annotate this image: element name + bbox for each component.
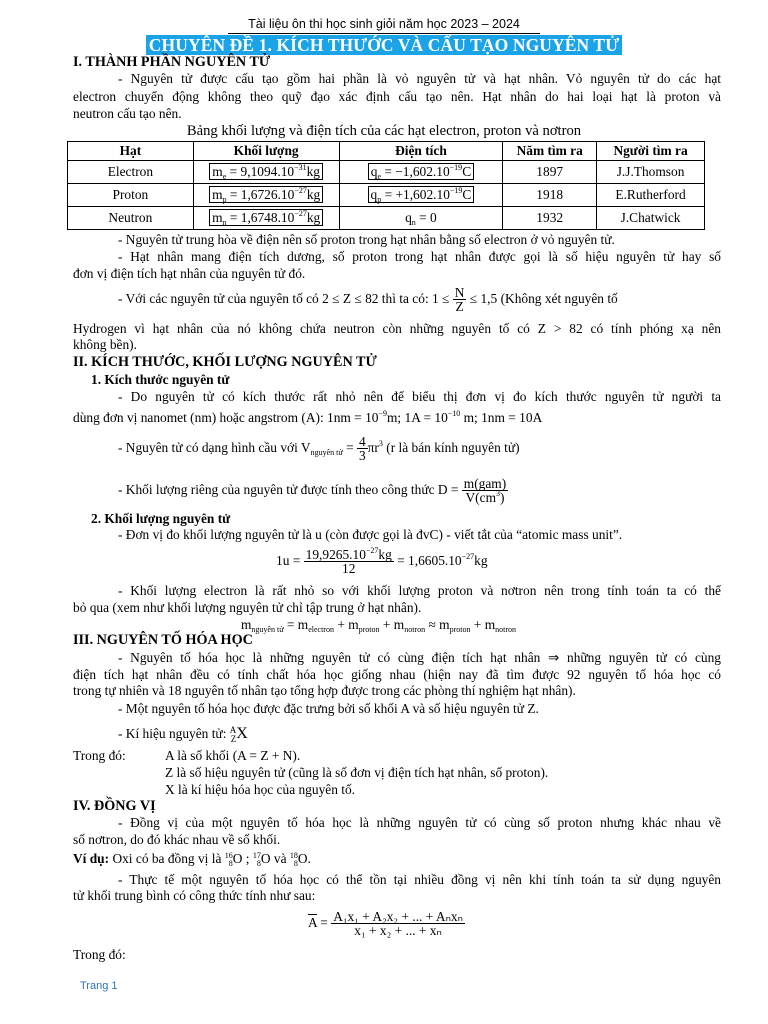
- table-header-row: [68, 142, 705, 161]
- s2-p3-density: [118, 476, 508, 504]
- mass-exponent: −31: [294, 163, 307, 172]
- s3-p1-line1: - Nguyên tố hóa học là những nguyên tử có cùng điện tích hạt nhân ⇒ những nguyên tử có cùng: [118, 650, 721, 665]
- eq-part: = m: [283, 617, 309, 632]
- charge-subscript: n: [411, 218, 416, 227]
- denominator-text: V(cm: [465, 490, 496, 506]
- mass-value: = 1,6726.10: [226, 187, 295, 202]
- s2-p1-line2: [73, 410, 542, 426]
- s2-text: - Khối lượng riêng của nguyên tử được tính theo công thức D =: [118, 482, 462, 497]
- cell-discoverer: E.Rutherford: [597, 184, 705, 207]
- s1-p1-line1-text: - Nguyên tử được cấu tạo gồm hai phần là vỏ nguyên tử và hạt nhân. Vỏ nguyên tử do các hạt: [118, 71, 721, 86]
- s3-p1-line2: điện tích hạt nhân đều có tính chất hóa học giống nhau (hiện nay đã tìm được 92 nguyên tố hóa học có: [73, 667, 721, 682]
- subscript: proton: [449, 625, 471, 634]
- cell-mass: [193, 184, 339, 207]
- subscript: notron: [495, 625, 517, 634]
- ineq-left: 1 ≤: [432, 291, 453, 306]
- mass-unit: kg: [306, 210, 321, 225]
- element-symbol: O: [297, 851, 308, 866]
- chapter-title-text: CHUYÊN ĐỀ 1. KÍCH THƯỚC VÀ CẤU TẠO NGUYÊN TỬ: [146, 35, 622, 55]
- eq-part: m: [241, 617, 252, 632]
- subscript: proton: [358, 625, 380, 634]
- section-1-heading: I. THÀNH PHẦN NGUYÊN TỬ: [73, 54, 271, 70]
- charge-subscript: p: [377, 195, 382, 204]
- s1-p3-line2: đơn vị điện tích hạt nhân của nguyên tử đó.: [73, 266, 306, 281]
- cell-charge: [339, 207, 503, 230]
- frac-denominator: 3: [358, 448, 366, 464]
- th-year: Năm tìm ra: [503, 142, 597, 161]
- section-4-heading: IV. ĐỒNG VỊ: [73, 798, 156, 814]
- chapter-title: [0, 35, 768, 56]
- cell-year: 1918: [503, 184, 597, 207]
- subscript: nguyên tử: [310, 448, 343, 457]
- isotope-az: [253, 852, 261, 868]
- frac-denominator: x₁ + x₂ + ... + xₙ: [354, 923, 442, 939]
- subscript: nguyên tử: [251, 625, 284, 634]
- mass-subscript: p: [222, 195, 227, 204]
- s4-example: [73, 849, 311, 869]
- s2-text: (r là bán kính nguyên tử): [382, 440, 520, 455]
- eq-part: + m: [333, 617, 359, 632]
- th-particle: Hạt: [68, 142, 194, 161]
- s1-p4-tail: (Không xét nguyên tố: [497, 291, 618, 306]
- charge-symbol: q: [405, 210, 412, 225]
- exponent: −9: [378, 409, 387, 418]
- s1-p2: - Nguyên tử trung hòa về điện nên số proton trong hạt nhân bằng số electron ở vỏ nguyên tử.: [118, 232, 615, 247]
- unit: kg: [378, 547, 392, 563]
- table-row: [68, 207, 705, 230]
- exponent: 3: [378, 439, 383, 448]
- n-over-z-fraction: [453, 286, 467, 313]
- cell-mass: [193, 207, 339, 230]
- header-underline: [228, 33, 540, 34]
- cell-year: 1932: [503, 207, 597, 230]
- cell-charge: [339, 161, 503, 184]
- isotope-az: [290, 852, 298, 868]
- four-thirds-fraction: [357, 435, 368, 462]
- s1-p4-line2: Hydrogen vì hạt nhân của nó không chứa neutron còn những nguyên tố có Z > 82 có tính phóng xạ nên: [73, 321, 721, 336]
- mass-exponent: −27: [294, 209, 307, 218]
- charge-symbol: q: [370, 187, 378, 202]
- mass-symbol: m: [212, 210, 223, 225]
- s3-p2: - Một nguyên tố hóa học được đặc trưng bởi số khối A và số hiệu nguyên tử Z.: [118, 701, 539, 716]
- cell-discoverer: J.J.Thomson: [597, 161, 705, 184]
- s4-p1-line1: - Đồng vị của một nguyên tố hóa học là những nguyên tử có cùng số proton nhưng khác nhau về: [118, 815, 721, 830]
- mass-symbol: m: [212, 164, 223, 179]
- mass-number: 18: [289, 850, 298, 860]
- formula-lhs: 1u =: [276, 553, 304, 568]
- s2-p2-volume: [118, 434, 520, 462]
- frac-numerator: 4: [358, 434, 366, 450]
- charge-unit: C: [462, 164, 472, 179]
- average-mass-formula: $\overline{A}$ = $\frac{\text{A₁x₁ + A₂x₂ + ... + Aₙxₙ}}{\text{x₁ + x₂ + ... + xₙ}}$: [308, 909, 463, 939]
- mass-value: = 1,6748.10: [226, 210, 295, 225]
- mass-number: A: [229, 724, 237, 735]
- angstrom-symbol: A: [305, 410, 316, 425]
- frac-numerator: [304, 548, 394, 562]
- element-symbol: X: [236, 725, 248, 742]
- exponent: −27: [365, 546, 379, 556]
- charge-value: = +1,602.10: [381, 187, 450, 202]
- s4-p2-line1: - Thực tế một nguyên tố hóa học có thể tồn tại nhiều đồng vị nên khi tính toán ta sử dụng nguyên: [118, 872, 721, 887]
- s3-where-label: Trong đó:: [73, 748, 126, 763]
- subscript: notron: [404, 625, 426, 634]
- element-symbol: O: [232, 851, 243, 866]
- s2-p1-line1: - Do nguyên tử có kích thước rất nhỏ nên để biểu thị đơn vị đo kích thước nguyên tử người ta: [118, 389, 721, 404]
- s2-text: dùng đơn vị nanomet (nm) hoặc angstrom (: [73, 410, 306, 425]
- s2-text: ): 1nm = 10: [315, 410, 379, 425]
- u-fraction: [304, 548, 394, 575]
- s4-p2-line2: tử khối trung bình có công thức tính như sau:: [73, 888, 316, 903]
- mass-unit: kg: [306, 164, 320, 179]
- mass-subscript: e: [222, 172, 227, 181]
- frac-denominator: Z: [455, 299, 464, 315]
- charge-subscript: e: [377, 172, 381, 181]
- frac-numerator: A₁x₁ + A₂x₂ + ... + Aₙxₙ: [333, 909, 463, 925]
- density-fraction: [462, 477, 508, 504]
- element-symbol: O: [260, 851, 271, 866]
- charge-value: = −1,602.10: [381, 164, 450, 179]
- avg-symbol: $\overline{A}$: [308, 915, 317, 930]
- s1-p4-line1: [118, 286, 618, 313]
- mass-sum-equation: [241, 617, 516, 633]
- s2-text: = 10: [420, 410, 448, 425]
- s1-p3-line1: - Hạt nhân mang điện tích dương, số proton trong hạt nhân được gọi là số hiệu nguyên tử hay số: [118, 249, 721, 264]
- mass-number: 17: [252, 850, 261, 860]
- section-3-heading: III. NGUYÊN TỐ HÓA HỌC: [73, 632, 253, 648]
- mass-value: = 9,1094.10: [226, 164, 295, 179]
- s2-text: - Nguyên tử có dạng hình cầu với V: [118, 440, 311, 455]
- s1-p1-line1: [73, 71, 721, 87]
- s1-p1-line2: electron chuyển động không theo quỹ đạo xác định cấu tạo nên. Hạt nhân do hai loại hạt là proton và: [73, 89, 721, 104]
- s2-sub2: 2. Khối lượng nguyên tử: [91, 511, 231, 526]
- s4-where-label: Trong đó:: [73, 947, 126, 962]
- table-caption: Bảng khối lượng và điện tích của các hạt electron, proton và nơtron: [186, 123, 582, 139]
- s3-where-3: X là kí hiệu hóa học của nguyên tố.: [165, 782, 356, 797]
- atomic-number: Z: [230, 733, 237, 744]
- mass-number: 16: [224, 850, 233, 860]
- charge-exponent: −19: [449, 186, 463, 195]
- cell-charge: [339, 184, 503, 207]
- s2-p5-line2: bỏ qua (xem như khối lượng nguyên tử chỉ tập trung ở hạt nhân).: [73, 600, 422, 615]
- exponent: −10: [447, 409, 461, 418]
- s3-where-2: Z là số hiệu nguyên tử (cũng là số đơn vị điện tích hạt nhân, số proton).: [165, 765, 549, 780]
- running-header: Tài liệu ôn thi học sinh giỏi năm học 2023 – 2024: [248, 17, 520, 31]
- charge-value: = 0: [415, 210, 437, 225]
- mass-unit: kg: [306, 187, 321, 202]
- isotope-az: [225, 852, 233, 868]
- mass-symbol: m: [212, 187, 223, 202]
- th-discoverer: Người tìm ra: [597, 142, 705, 161]
- table-row: [68, 184, 705, 207]
- s2-text: m; 1: [387, 410, 412, 425]
- atomic-number: 8: [228, 858, 233, 868]
- period: .: [307, 851, 311, 866]
- s2-p5-line1: - Khối lượng electron là rất nhỏ so với khối lượng proton và nơtron nên trong tính toán ta có thể: [118, 583, 721, 598]
- pi-r: πr: [367, 440, 379, 455]
- s2-sub1: 1. Kích thước nguyên tử: [91, 372, 230, 387]
- s4-p1-line2: số nơtron, do đó khác nhau về số khối.: [73, 832, 281, 847]
- particle-table: [67, 141, 705, 230]
- angstrom-symbol: A: [532, 410, 543, 425]
- num-value: 19,9265.10: [305, 547, 366, 563]
- s3-p3-symbol: [118, 723, 248, 745]
- eq-part: + m: [379, 617, 405, 632]
- eq-part: ≈ m: [425, 617, 450, 632]
- frac-denominator: 12: [342, 561, 356, 577]
- th-mass: Khối lượng: [193, 142, 339, 161]
- example-label: Ví dụ:: [73, 851, 110, 866]
- unit: kg: [474, 553, 488, 568]
- charge-exponent: −19: [449, 163, 463, 172]
- s3-text: - Kí hiệu nguyên tử:: [118, 726, 230, 741]
- frac-numerator: m(gam): [463, 476, 507, 492]
- avg-fraction: [331, 910, 465, 937]
- table-row: [68, 161, 705, 184]
- exponent: −27: [461, 552, 475, 561]
- s1-p4-line3: không bền).: [73, 337, 137, 352]
- example-text: Oxi có ba đồng vị là: [109, 851, 225, 866]
- exponent: 3: [496, 489, 500, 499]
- separator: ;: [242, 851, 253, 866]
- separator: và: [270, 851, 290, 866]
- atomic-number: 8: [256, 858, 261, 868]
- s1-p4-text: - Với các nguyên tử của nguyên tố có 2 ≤ Z ≤ 82 thì ta có:: [118, 291, 433, 306]
- page-number: Trang 1: [80, 980, 118, 992]
- formula-rhs: = 1,6605.10: [393, 553, 462, 568]
- s3-p1-line3: trong tự nhiên và 18 nguyên tố nhân tạo tổng hợp được trong các phòng thí nghiệm hạt nhân).: [73, 683, 576, 698]
- cell-particle: Proton: [68, 184, 194, 207]
- mass-exponent: −27: [294, 186, 307, 195]
- frac-denominator: [462, 491, 508, 504]
- charge-unit: C: [462, 187, 472, 202]
- frac-numerator: N: [454, 285, 465, 301]
- mass-subscript: n: [222, 218, 227, 227]
- s2-p4: - Đơn vị đo khối lượng nguyên tử là u (còn được gọi là đvC) - viết tắt của “atomic mass unit”.: [118, 527, 623, 542]
- angstrom-symbol: A: [411, 410, 421, 425]
- charge-symbol: q: [370, 164, 378, 179]
- cell-year: 1897: [503, 161, 597, 184]
- s1-p1-line3: neutron cấu tạo nên.: [73, 106, 182, 121]
- cell-particle: Neutron: [68, 207, 194, 230]
- subscript: electron: [308, 625, 334, 634]
- th-charge: Điện tích: [339, 142, 503, 161]
- s3-where-1: A là số khối (A = Z + N).: [165, 748, 301, 763]
- paren: ): [500, 490, 505, 506]
- ineq-right: ≤ 1,5: [466, 291, 498, 306]
- atomic-number: 8: [293, 858, 298, 868]
- equals: =: [342, 440, 357, 455]
- section-2-heading: II. KÍCH THƯỚC, KHỐI LƯỢNG NGUYÊN TỬ: [73, 354, 377, 370]
- cell-discoverer: J.Chatwick: [597, 207, 705, 230]
- s2-text: m; 1nm = 10: [460, 410, 533, 425]
- cell-mass: [193, 161, 339, 184]
- atomic-mass-unit-formula: [276, 546, 488, 576]
- cell-particle: Electron: [68, 161, 194, 184]
- eq-part: + m: [470, 617, 496, 632]
